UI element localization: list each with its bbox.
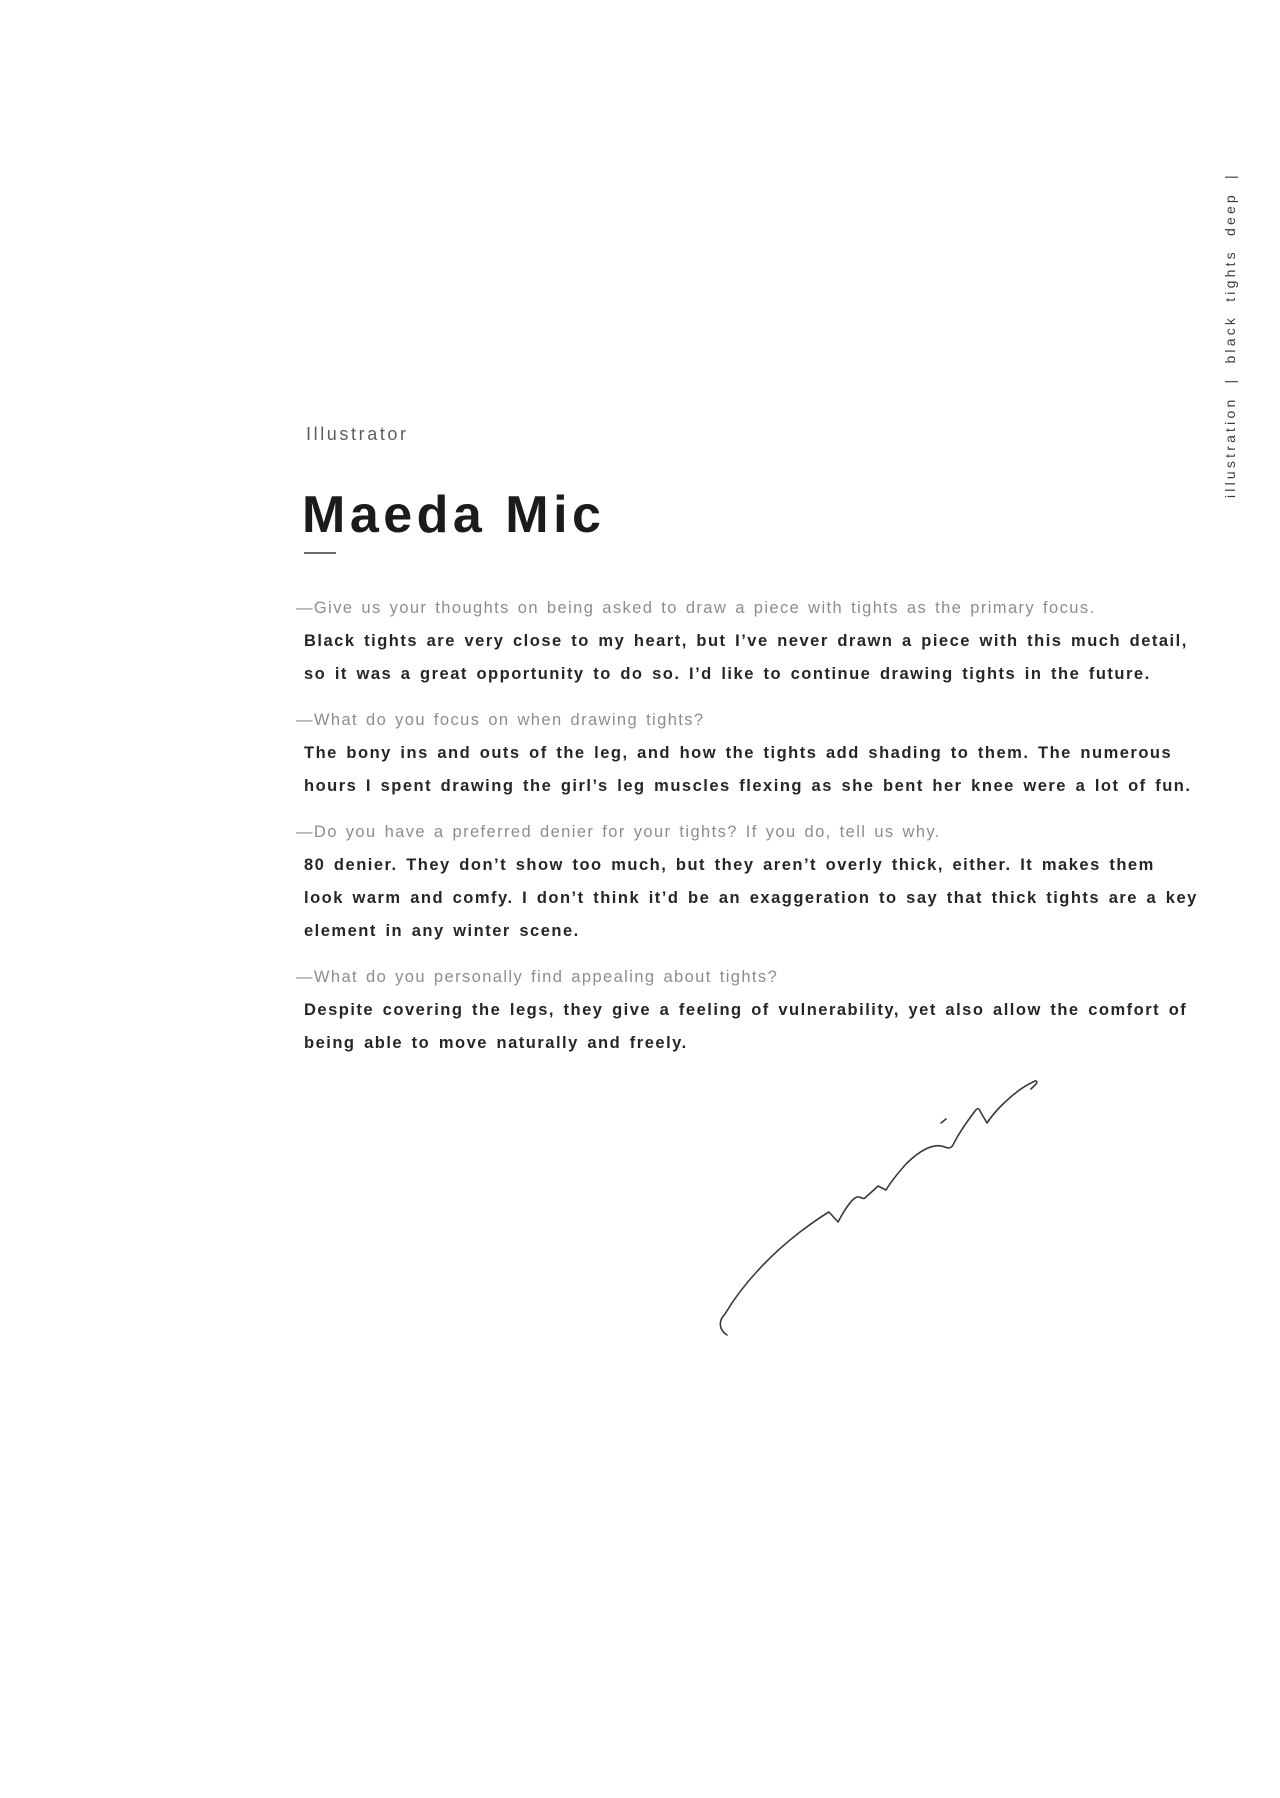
answer-line: The bony ins and outs of the leg, and how the tights add shading to them. The numerous bbox=[304, 744, 1173, 762]
qa-block bbox=[296, 816, 1198, 948]
artist-signature bbox=[686, 1075, 1038, 1340]
interview-qa-section bbox=[296, 592, 1198, 1073]
vertical-edge-caption: illustration | black tights deep | bbox=[1222, 172, 1238, 498]
answer-line: so it was a great opportunity to do so. I’d like to continue drawing tights in the future. bbox=[304, 665, 1151, 683]
page-title: Maeda Mic bbox=[302, 485, 606, 544]
question-text: —Do you have a preferred denier for your tights? If you do, tell us why. bbox=[296, 823, 941, 841]
answer-line: Despite covering the legs, they give a feeling of vulnerability, yet also allow the comfort of bbox=[304, 1001, 1188, 1019]
answer-line: element in any winter scene. bbox=[304, 922, 580, 940]
answer-line: Black tights are very close to my heart, but I’ve never drawn a piece with this much detail, bbox=[304, 632, 1188, 650]
question-text: —What do you focus on when drawing tights? bbox=[296, 711, 705, 729]
question-text: —Give us your thoughts on being asked to draw a piece with tights as the primary focus. bbox=[296, 599, 1096, 617]
answer-line: hours I spent drawing the girl’s leg muscles flexing as she bent her knee were a lot of fun. bbox=[304, 777, 1192, 795]
answer-line: being able to move naturally and freely. bbox=[304, 1034, 688, 1052]
qa-block bbox=[296, 961, 1188, 1060]
question-text: —What do you personally find appealing about tights? bbox=[296, 968, 779, 986]
answer-line: look warm and comfy. I don’t think it’d be an exaggeration to say that thick tights are a key bbox=[304, 889, 1198, 907]
signature-stroke bbox=[720, 1081, 1036, 1335]
illustrator-label: Illustrator bbox=[306, 424, 409, 444]
qa-block bbox=[296, 592, 1188, 691]
answer-line: 80 denier. They don’t show too much, but they aren’t overly thick, either. It makes them bbox=[304, 856, 1155, 874]
title-divider bbox=[304, 552, 336, 554]
qa-block bbox=[296, 704, 1192, 803]
signature-i-dot bbox=[941, 1119, 946, 1123]
